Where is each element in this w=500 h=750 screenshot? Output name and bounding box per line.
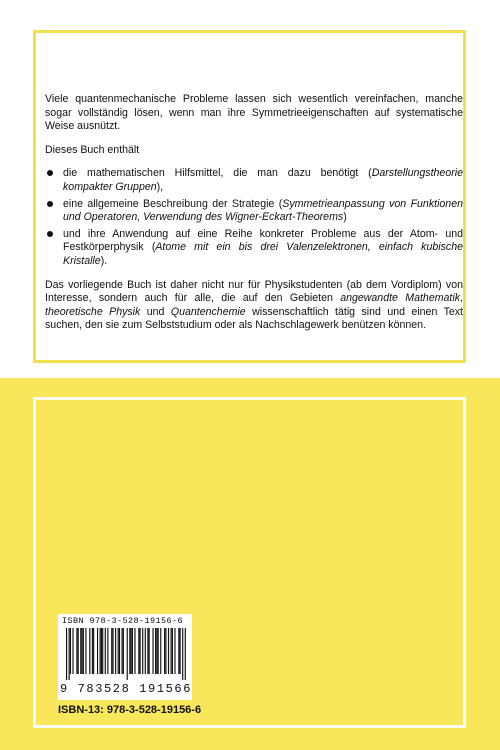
barcode-bar [76, 628, 77, 674]
barcode-bar [182, 628, 183, 680]
audience-paragraph: Das vorliegende Buch ist daher nicht nur für Physikstudenten (ab dem Vordiplom) von Interesse, sondern auch für alle, die auf den Gebieten angewandte Mathematik, theoretische Physik und Quantenchemie wissenschaftlich tätig sind und einen Text suchen, den sie zum Selbststudium oder als Nachschlagewerk benützen können. [45, 278, 464, 332]
barcode-bar [165, 628, 166, 674]
barcode-bar [118, 628, 119, 674]
barcode-bar [83, 628, 84, 674]
barcode-bar [78, 628, 79, 674]
barcode-bar [129, 628, 130, 674]
barcode-bar [112, 628, 113, 674]
barcode-bar [158, 628, 159, 674]
barcode-bar [147, 628, 148, 674]
intro-paragraph: Viele quantenmechanische Probleme lassen sich wesentlich vereinfachen, manche sogar vollständig lösen, wenn man ihre Symmetrieeigenschaften auf systematische Weise ausnützt. [45, 93, 463, 133]
barcode-bar [89, 628, 90, 674]
barcode-bar [180, 628, 181, 674]
barcode-bar [115, 628, 116, 674]
barcode-bar [70, 628, 71, 674]
barcode-bar [97, 628, 98, 674]
barcode-bar [69, 628, 70, 680]
barcode-bars [66, 628, 186, 680]
barcode-bar [142, 628, 143, 674]
barcode-bar [155, 628, 156, 674]
barcode-bar [85, 628, 86, 674]
list-item: und ihre Anwendung auf eine Reihe konkreter Probleme aus der Atom- und Festkörperphysik (Atome mit ein bis drei Valenzelektronen, einfach kubische Kristalle). [45, 228, 463, 269]
barcode-bar [140, 628, 141, 674]
barcode-bar [92, 628, 93, 674]
barcode-bar [80, 628, 81, 674]
barcode-bar [132, 628, 133, 674]
bullet-icon [47, 201, 53, 207]
isbn-13: ISBN-13: 978-3-528-19156-6 [58, 704, 202, 716]
barcode-bar [168, 628, 169, 674]
barcode-bar [145, 628, 146, 674]
barcode-bar [119, 628, 120, 674]
barcode-bar [127, 628, 128, 680]
barcode-bar [121, 628, 122, 674]
barcode-bar [100, 628, 101, 674]
barcode-bar [107, 628, 108, 674]
barcode-bar [149, 628, 150, 674]
barcode-bar [138, 628, 139, 674]
barcode-bar [123, 628, 124, 674]
barcode-bar [93, 628, 94, 674]
barcode-bar [178, 628, 179, 674]
list-item: eine allgemeine Beschreibung der Strategie (Symmetrieanpassung von Funktionen und Operatoren, Verwendung des Wigner-Eckart-Theorems) [45, 198, 463, 225]
barcode-bar [105, 628, 106, 674]
barcode-bar [185, 628, 186, 680]
barcode-bar [102, 628, 103, 674]
back-cover-text [45, 93, 463, 343]
barcode-bar [174, 628, 175, 674]
bullet-icon [47, 231, 53, 237]
contents-list [45, 167, 463, 268]
barcode-bar [101, 628, 102, 674]
barcode-bar [171, 628, 172, 674]
barcode-bar [156, 628, 157, 674]
barcode-digits: 9 783528 191566 [60, 682, 193, 696]
barcode-bar [66, 628, 67, 680]
barcode-bar [131, 628, 132, 674]
barcode-isbn-label: ISBN 978-3-528-19156-6 [62, 616, 184, 626]
barcode-bar [160, 628, 161, 674]
barcode-bar [111, 628, 112, 674]
contents-heading: Dieses Buch enthält [45, 143, 140, 156]
barcode [58, 614, 192, 700]
list-item: die mathematischen Hilfsmittel, die man dazu benötigt (Darstellungstheorie kompakter Gruppen), [45, 167, 463, 194]
barcode-bar [134, 628, 135, 674]
bullet-icon [47, 170, 53, 176]
barcode-bar [172, 628, 173, 674]
barcode-bar [81, 628, 82, 674]
barcode-bar [164, 628, 165, 674]
barcode-bar [152, 628, 153, 674]
barcode-bar [72, 628, 73, 674]
